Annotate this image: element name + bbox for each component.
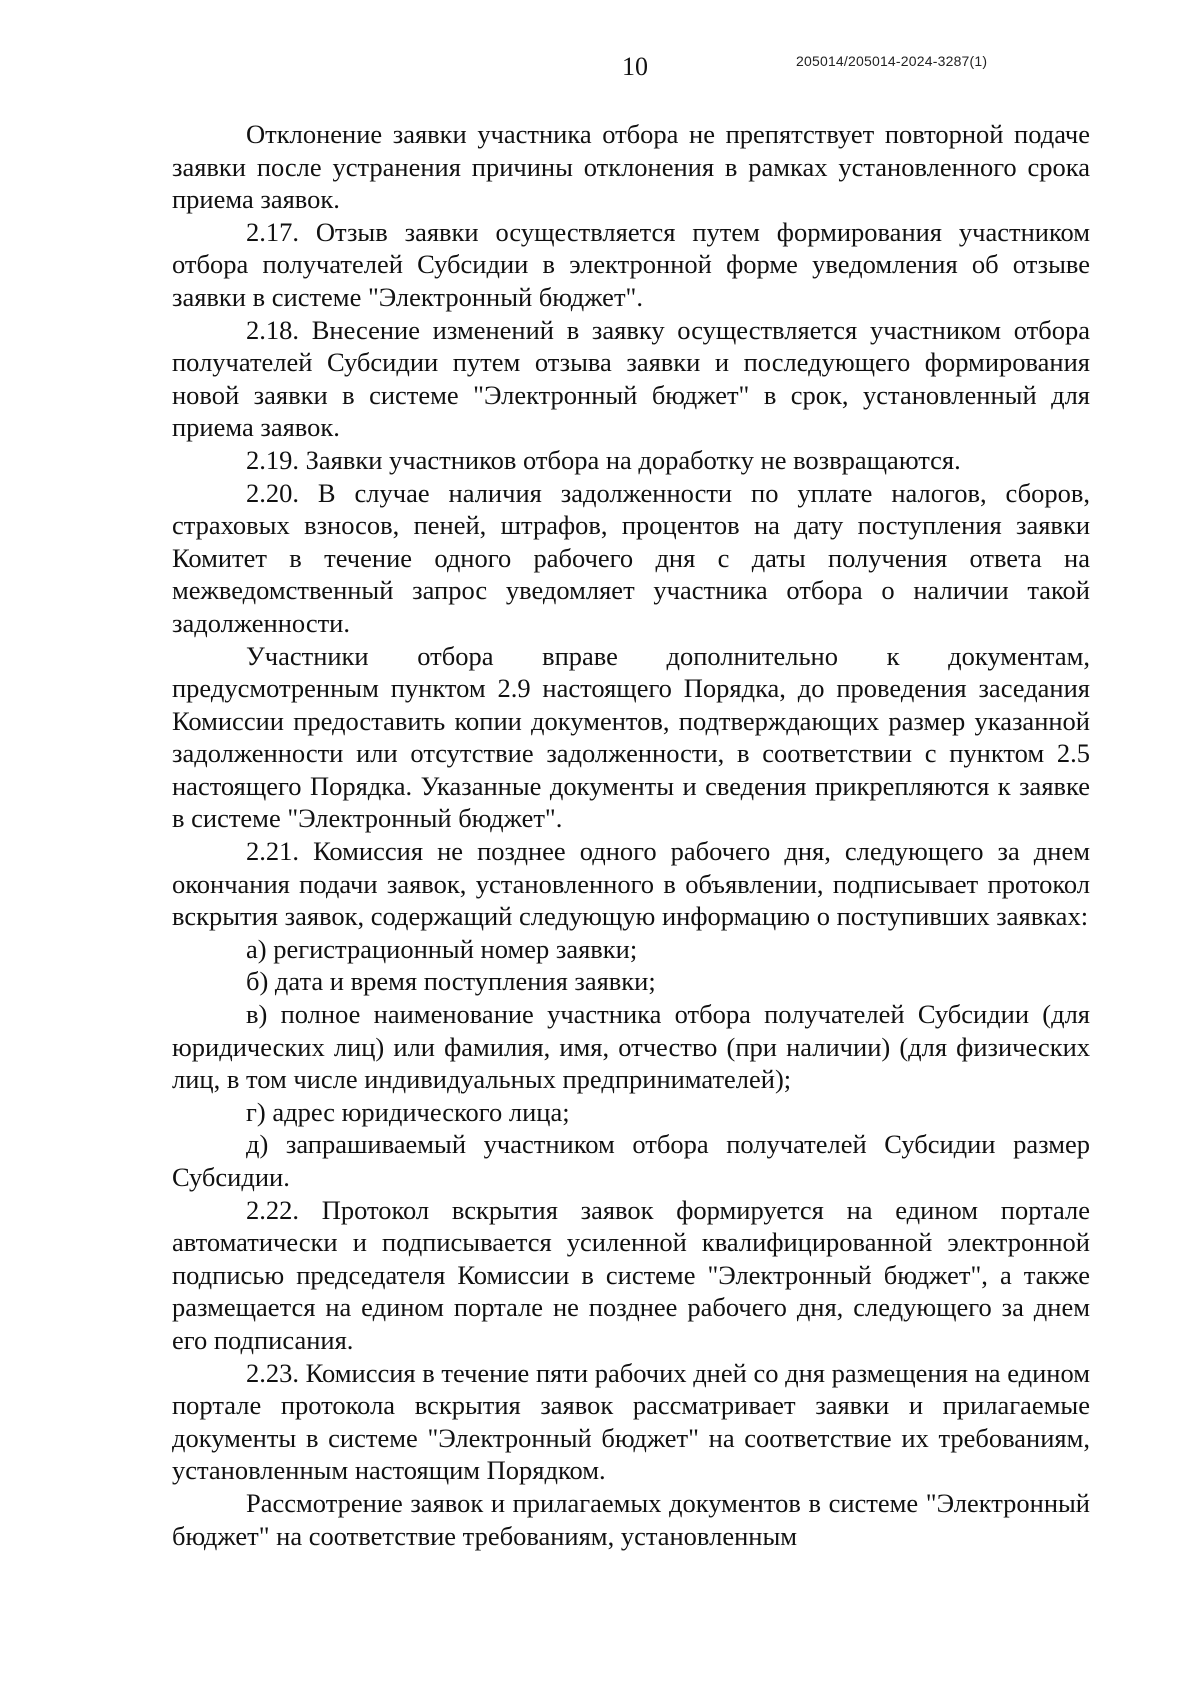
paragraph-2-21: 2.21. Комиссия не позднее одного рабочего дня, следующего за днем окончания подачи заявок, установленного в объявлении, подписывает протокол вскрытия заявок, содержащий следующую информацию о поступивших заявках: bbox=[172, 836, 1090, 932]
document-body bbox=[172, 118, 1090, 1552]
list-item-g: г) адрес юридического лица; bbox=[246, 1096, 570, 1127]
paragraph-review-continued: Рассмотрение заявок и прилагаемых документов в системе "Электронный бюджет" на соответствие требованиям, установленным bbox=[172, 1487, 1090, 1551]
page-number: 10 bbox=[622, 52, 648, 81]
paragraph-2-20: 2.20. В случае наличия задолженности по уплате налогов, сборов, страховых взносов, пеней, штрафов, процентов на дату поступления заявки Комитет в течение одного рабочего дня с даты получения ответа на межведомственный запрос уведомляет участника отбора о наличии такой задолженности. bbox=[172, 477, 1090, 638]
list-item-b: б) дата и время поступления заявки; bbox=[246, 966, 656, 997]
paragraph-2-23: 2.23. Комиссия в течение пяти рабочих дней со дня размещения на едином портале протокола вскрытия заявок рассматривает заявки и прилагаемые документы в системе "Электронный бюджет" на соответствие их требованиям, установленным настоящим Порядком. bbox=[172, 1357, 1090, 1486]
list-item-d: д) запрашиваемый участником отбора получателей Субсидии размер Субсидии. bbox=[172, 1129, 1090, 1192]
paragraph-2-22: 2.22. Протокол вскрытия заявок формируется на едином портале автоматически и подписывается усиленной квалифицированной электронной подписью председателя Комиссии в системе "Электронный бюджет", а также размещается на едином портале не позднее рабочего дня, следующего за днем его подписания. bbox=[172, 1194, 1090, 1355]
paragraph-participants-documents: Участники отбора вправе дополнительно к документам, предусмотренным пунктом 2.9 настоящего Порядка, до проведения заседания Комиссии предоставить копии документов, подтверждающих размер указанной задолженности или отсутствие задолженности, в соответствии с пунктом 2.5 настоящего Порядка. Указанные документы и сведения прикрепляются к заявке в системе "Электронный бюджет". bbox=[172, 640, 1090, 834]
paragraph-2-17: 2.17. Отзыв заявки осуществляется путем формирования участником отбора получателей Субсидии в электронной форме уведомления об отзыве заявки в системе "Электронный бюджет". bbox=[172, 216, 1090, 312]
list-item-v: в) полное наименование участника отбора получателей Субсидии (для юридических лиц) или фамилия, имя, отчество (при наличии) (для физических лиц, в том числе индивидуальных предпринимателей); bbox=[172, 999, 1090, 1095]
paragraph-2-18: 2.18. Внесение изменений в заявку осуществляется участником отбора получателей Субсидии путем отзыва заявки и последующего формирования новой заявки в системе "Электронный бюджет" в срок, установленный для приема заявок. bbox=[172, 314, 1090, 443]
document-registration-number: 205014/205014-2024-3287(1) bbox=[796, 53, 988, 69]
paragraph-rejection-note: Отклонение заявки участника отбора не препятствует повторной подаче заявки после устранения причины отклонения в рамках установленного срока приема заявок. bbox=[172, 119, 1090, 215]
list-item-a: а) регистрационный номер заявки; bbox=[246, 933, 638, 964]
paragraph-2-19: 2.19. Заявки участников отбора на доработку не возвращаются. bbox=[246, 444, 961, 475]
